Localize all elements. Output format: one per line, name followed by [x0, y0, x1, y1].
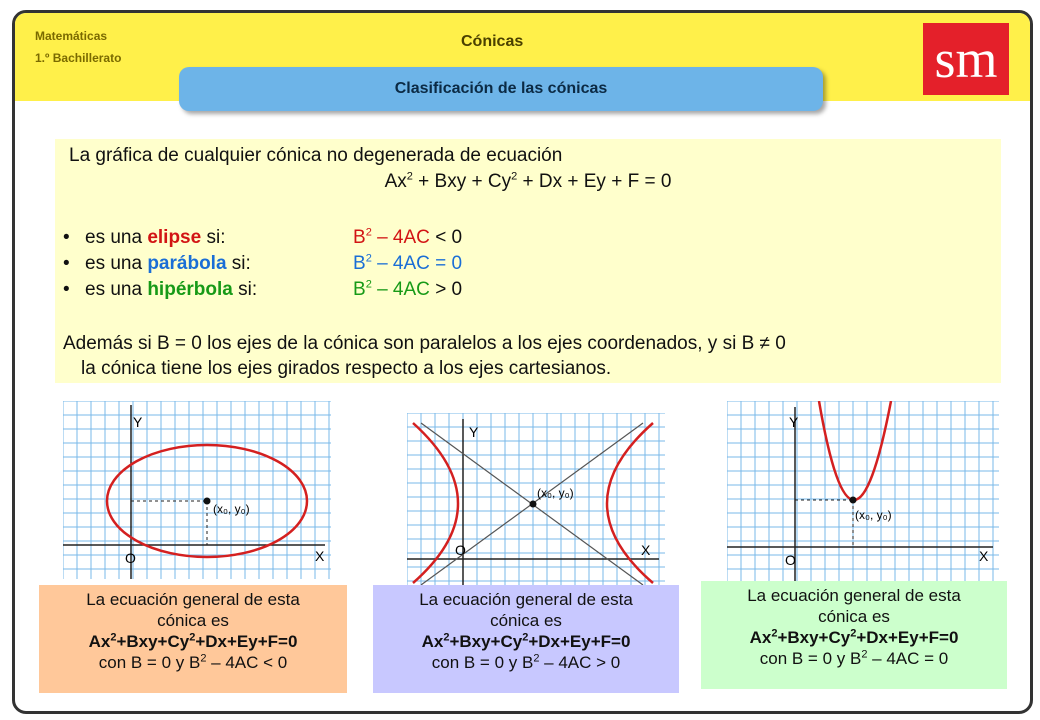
ellipse-graph [63, 401, 331, 579]
cond-suffix: si: [201, 227, 226, 248]
caption-line: cónica es [818, 607, 890, 626]
y-label: Y [133, 414, 143, 430]
caption-condition: con B = 0 y $B^2 - 4AC < 0$ [98, 652, 288, 672]
caption-condition: con B = 0 y $B^2 - 4AC > 0$ [431, 652, 621, 672]
subject-label [35, 25, 121, 69]
caption-equation: $Ax^2+Bxy+Cy^2+Dx+Ey+F=0$ [749, 627, 959, 647]
caption-line: La ecuación general de esta [747, 586, 961, 605]
hyperbola-word: hipérbola [147, 279, 233, 300]
x-label: X [979, 548, 989, 564]
ellipse-word: elipse [147, 227, 202, 248]
hyperbola-graph [407, 413, 665, 585]
caption-line: La ecuación general de esta [419, 590, 633, 609]
vertex-point [850, 497, 857, 504]
cond-suffix: si: [232, 279, 258, 300]
bullet: • [63, 227, 70, 248]
y-label: Y [789, 414, 799, 430]
bullet: • [63, 279, 70, 300]
caption-equation: $Ax^2+Bxy+Cy^2+Dx+Ey+F=0$ [88, 631, 298, 651]
course-name: 1.º Bachillerato [35, 51, 122, 65]
intro-text: La gráfica de cualquier cónica no degenerada de ecuación [69, 145, 563, 166]
caption-line: cónica es [490, 611, 562, 630]
general-equation: $Ax^2$ + Bxy + $Cy^2 + Dx + Ey + F = 0$ [384, 170, 672, 192]
section-tab: Clasificación de las cónicas [179, 67, 823, 111]
parabola-graph [727, 401, 999, 581]
parabola-word: parábola [147, 253, 227, 274]
caption-condition: con B = 0 y $B^2 - 4AC = 0$ [759, 648, 949, 668]
point-label: (x₀, y₀) [855, 508, 892, 522]
note-line-1: Además si B = 0 los ejes de la cónica son paralelos a los ejes coordenados, y si B ≠ 0 [63, 333, 786, 354]
origin-label: O [125, 550, 136, 566]
ellipse-condition: $B^2 - 4AC < 0$ [353, 226, 463, 248]
origin-label: O [455, 542, 466, 558]
axes-note [63, 331, 988, 381]
hyperbola-caption [373, 585, 679, 693]
origin-label: O [785, 552, 796, 568]
cond-prefix: es una [85, 227, 148, 248]
page-title: Cónicas [461, 33, 524, 50]
y-label: Y [469, 424, 479, 440]
caption-line: La ecuación general de esta [86, 590, 300, 609]
center-point [204, 498, 211, 505]
bullet: • [63, 253, 70, 274]
sm-logo [923, 23, 1009, 95]
point-label: (x₀, y₀) [213, 502, 250, 516]
caption-equation: $Ax^2+Bxy+Cy^2+Dx+Ey+F=0$ [421, 631, 631, 651]
cond-prefix: es una [85, 253, 148, 274]
cond-suffix: si: [226, 253, 251, 274]
center-point [530, 501, 537, 508]
slide [12, 10, 1033, 714]
x-label: X [641, 542, 651, 558]
caption-line: cónica es [157, 611, 229, 630]
definition-panel [55, 139, 1001, 383]
cond-prefix: es una [85, 279, 148, 300]
subject-name: Matemáticas [35, 29, 108, 43]
ellipse-caption [39, 585, 347, 693]
x-label: X [315, 548, 325, 564]
parabola-caption [701, 581, 1007, 689]
point-label: (x₀, y₀) [537, 486, 574, 500]
note-line-2: la cónica tiene los ejes girados respecto a los ejes cartesianos. [81, 358, 612, 379]
hyperbola-condition: $B^2 - 4AC > 0$ [353, 278, 463, 300]
parabola-condition: $B^2 - 4AC = 0$ [353, 252, 463, 274]
logo-text: sm [934, 29, 998, 89]
